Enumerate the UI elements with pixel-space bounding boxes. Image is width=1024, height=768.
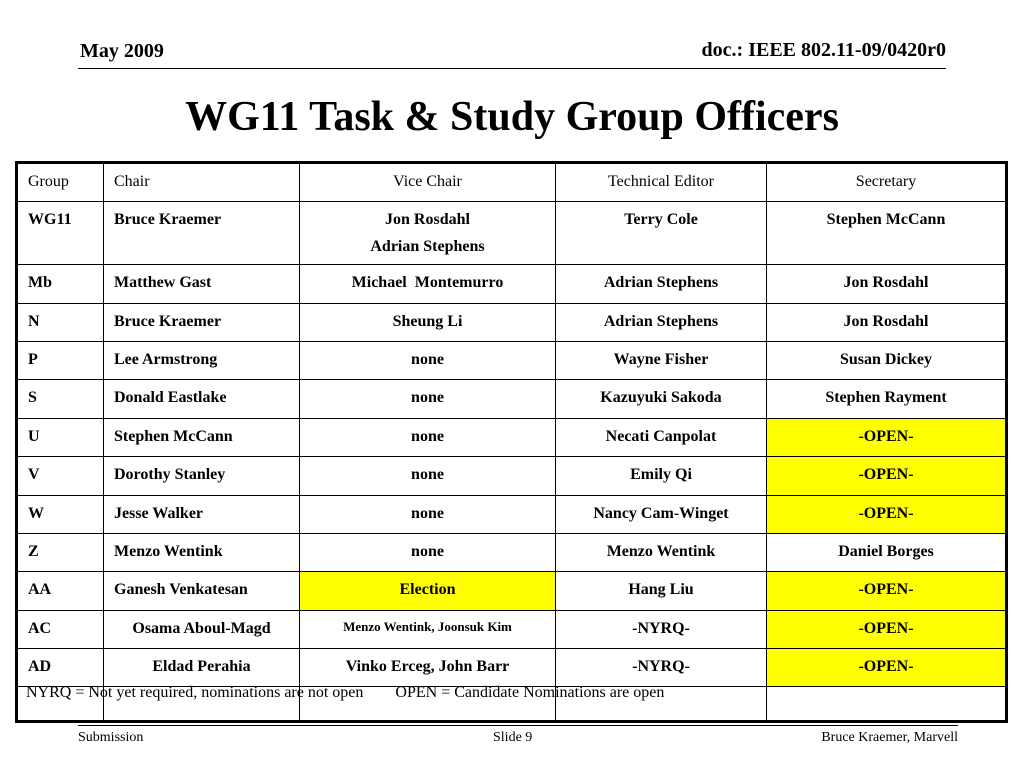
cell-vice-chair: none xyxy=(300,418,556,456)
cell-group: AA xyxy=(17,572,104,610)
cell-secretary: Stephen McCann xyxy=(767,202,1007,265)
footer-slide-number: Slide 9 xyxy=(493,730,533,745)
cell-secretary-open: -OPEN- xyxy=(767,649,1007,687)
cell-vice-chair xyxy=(300,202,556,265)
column-header-secretary: Secretary xyxy=(767,163,1007,202)
cell-vice-chair-line-2: Adrian Stephens xyxy=(370,237,485,255)
footnote xyxy=(26,684,664,702)
cell-secretary: Stephen Rayment xyxy=(767,380,1007,418)
cell-group: U xyxy=(17,418,104,456)
table-header-row xyxy=(17,163,1007,202)
cell-vice-chair-line-1: Jon Rosdahl xyxy=(385,211,470,229)
cell-vice-chair: none xyxy=(300,457,556,495)
cell-group: AC xyxy=(17,610,104,648)
cell-group: S xyxy=(17,380,104,418)
cell-technical-editor: Nancy Cam-Winget xyxy=(556,495,767,533)
table-row-ac xyxy=(17,610,1007,648)
cell-technical-editor: Kazuyuki Sakoda xyxy=(556,380,767,418)
table-row-wg11 xyxy=(17,202,1007,265)
cell-vice-chair-election: Election xyxy=(300,572,556,610)
cell-chair: Stephen McCann xyxy=(104,418,300,456)
cell-group: WG11 xyxy=(17,202,104,265)
table-row-s xyxy=(17,380,1007,418)
cell-chair: Bruce Kraemer xyxy=(104,303,300,341)
table-row-p xyxy=(17,341,1007,379)
header-rule xyxy=(78,68,946,69)
table-row-mb xyxy=(17,265,1007,303)
cell-technical-editor: Menzo Wentink xyxy=(556,533,767,571)
cell-chair: Jesse Walker xyxy=(104,495,300,533)
column-header-group: Group xyxy=(17,163,104,202)
cell-technical-editor: Emily Qi xyxy=(556,457,767,495)
column-header-vice-chair: Vice Chair xyxy=(300,163,556,202)
cell-chair: Matthew Gast xyxy=(104,265,300,303)
cell-vice-chair: Michael Montemurro xyxy=(300,265,556,303)
footer-rule xyxy=(78,725,958,726)
cell-chair: Donald Eastlake xyxy=(104,380,300,418)
table-row-w xyxy=(17,495,1007,533)
cell-technical-editor: Adrian Stephens xyxy=(556,265,767,303)
cell-chair: Ganesh Venkatesan xyxy=(104,572,300,610)
cell-secretary: Daniel Borges xyxy=(767,533,1007,571)
cell-secretary: Susan Dickey xyxy=(767,341,1007,379)
cell-vice-chair: none xyxy=(300,380,556,418)
cell-technical-editor: Adrian Stephens xyxy=(556,303,767,341)
table-row-aa xyxy=(17,572,1007,610)
cell-secretary-open: -OPEN- xyxy=(767,572,1007,610)
cell-group: V xyxy=(17,457,104,495)
empty-cell xyxy=(767,687,1007,722)
header-date: May 2009 xyxy=(80,40,164,62)
footnote-open: OPEN = Candidate Nominations are open xyxy=(395,684,665,701)
cell-technical-editor: -NYRQ- xyxy=(556,649,767,687)
cell-vice-chair: none xyxy=(300,495,556,533)
cell-chair: Lee Armstrong xyxy=(104,341,300,379)
cell-technical-editor: -NYRQ- xyxy=(556,610,767,648)
table-row-z xyxy=(17,533,1007,571)
cell-secretary-open: -OPEN- xyxy=(767,457,1007,495)
cell-vice-chair: Sheung Li xyxy=(300,303,556,341)
cell-group: W xyxy=(17,495,104,533)
column-header-technical-editor: Technical Editor xyxy=(556,163,767,202)
slide-title: WG11 Task & Study Group Officers xyxy=(185,94,839,140)
footer-author: Bruce Kraemer, Marvell xyxy=(821,730,958,745)
cell-vice-chair: Menzo Wentink, Joonsuk Kim xyxy=(300,610,556,648)
cell-technical-editor: Hang Liu xyxy=(556,572,767,610)
cell-group: P xyxy=(17,341,104,379)
table-row-v xyxy=(17,457,1007,495)
cell-vice-chair: none xyxy=(300,533,556,571)
officers-table xyxy=(15,161,1008,723)
cell-secretary-open: -OPEN- xyxy=(767,495,1007,533)
cell-chair: Dorothy Stanley xyxy=(104,457,300,495)
cell-chair: Osama Aboul-Magd xyxy=(104,610,300,648)
cell-secretary-open: -OPEN- xyxy=(767,418,1007,456)
header-doc-id: doc.: IEEE 802.11-09/0420r0 xyxy=(701,39,946,61)
cell-secretary: Jon Rosdahl xyxy=(767,303,1007,341)
cell-technical-editor: Terry Cole xyxy=(556,202,767,265)
cell-group: N xyxy=(17,303,104,341)
footer-submission: Submission xyxy=(78,730,144,745)
cell-group: AD xyxy=(17,649,104,687)
column-header-chair: Chair xyxy=(104,163,300,202)
cell-vice-chair: none xyxy=(300,341,556,379)
cell-secretary-open: -OPEN- xyxy=(767,610,1007,648)
cell-technical-editor: Necati Canpolat xyxy=(556,418,767,456)
cell-vice-chair: Vinko Erceg, John Barr xyxy=(300,649,556,687)
table-row-u xyxy=(17,418,1007,456)
footnote-nyrq: NYRQ = Not yet required, nominations are not open xyxy=(26,684,364,701)
cell-chair: Eldad Perahia xyxy=(104,649,300,687)
table-row-ad xyxy=(17,649,1007,687)
table-row-n xyxy=(17,303,1007,341)
cell-group: Z xyxy=(17,533,104,571)
cell-chair: Menzo Wentink xyxy=(104,533,300,571)
cell-secretary: Jon Rosdahl xyxy=(767,265,1007,303)
cell-group: Mb xyxy=(17,265,104,303)
cell-chair: Bruce Kraemer xyxy=(104,202,300,265)
cell-technical-editor: Wayne Fisher xyxy=(556,341,767,379)
